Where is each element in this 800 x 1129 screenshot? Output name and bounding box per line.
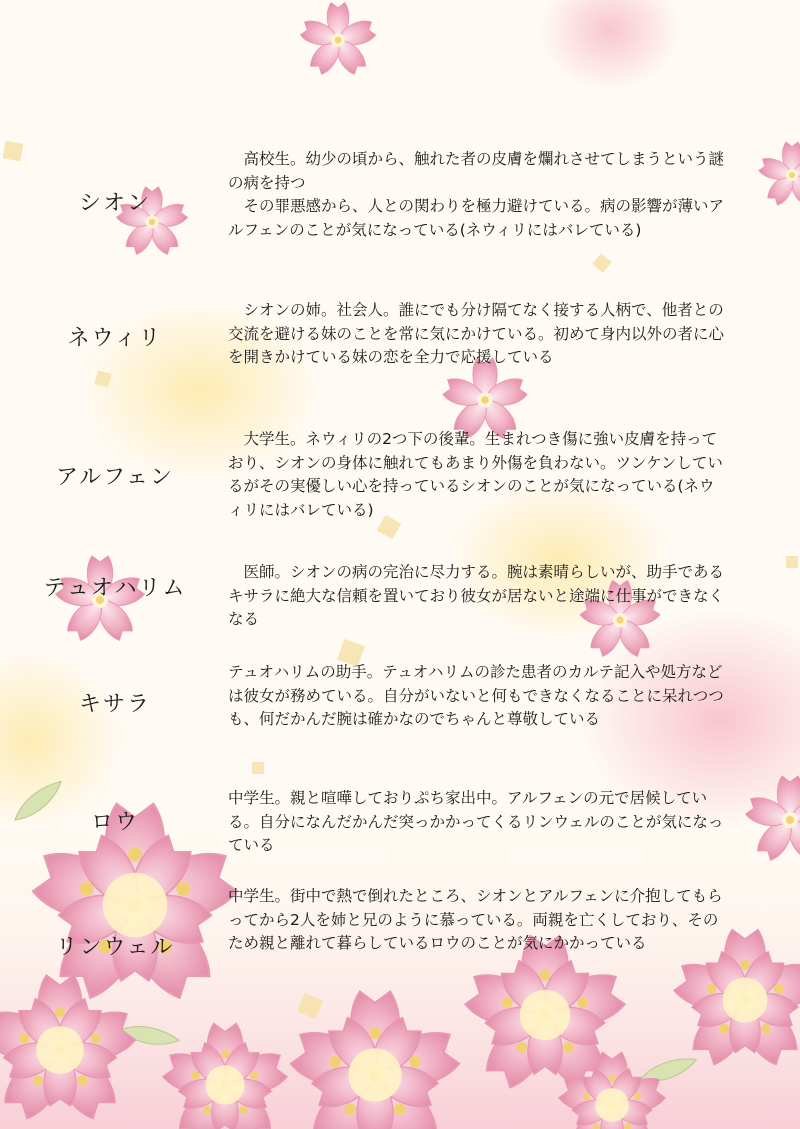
character-name: シオン — [78, 191, 151, 216]
character-description: 中学生。街中で熱で倒れたところ、シオンとアルフェンに介抱してもらってから2人を姉と兄のように慕っている。両親を亡くしており、そのため親と離れて暮らしているロウのことが気にかかっている — [228, 887, 723, 952]
character-name: アルフェン — [55, 465, 175, 490]
character-description: 中学生。親と喧嘩しておりぷち家出中。アルフェンの元で居候している。自分になんだかんだ突っかかってくるリンウェルのことが気になっている — [228, 789, 724, 854]
character-description: 大学生。ネウィリの2つ下の後輩。生まれつき傷に強い皮膚を持っており、シオンの身体に触れてもあまり外傷を負わない。ツンケンしているがその実優しい心を持っているシオンのことが気になっている(ネウィリにはバレている) — [228, 430, 723, 519]
character-name: キサラ — [78, 692, 151, 717]
character-name: ロウ — [90, 810, 139, 835]
character-description: 高校生。幼少の頃から、触れた者の皮膚を爛れさせてしまうという謎の病を持つ その罪悪感から、人との関わりを極力避けている。病の影響が薄いアルフェンのことが気になっている(ネウィリにはバレている) — [228, 150, 725, 239]
character-name: リンウェル — [55, 935, 175, 960]
character-name: ネウィリ — [67, 326, 163, 351]
character-description: テュオハリムの助手。テュオハリムの診た患者のカルテ記入や処方などは彼女が務めている。自分がいないと何もできなくなることに呆れつつも、何だかんだ腕は確かなのでちゃんと尊敬している — [228, 663, 724, 728]
character-description: シオンの姉。社会人。誰にでも分け隔てなく接する人柄で、他者との交流を避ける妹のことを常に気にかけている。初めて身内以外の者に心を開きかけている妹の恋を全力で応援している — [228, 301, 725, 366]
character-name: テュオハリム — [43, 576, 187, 601]
character-description: 医師。シオンの病の完治に尽力する。腕は素晴らしいが、助手であるキサラに絶大な信頼を置いており彼女が居ないと途端に仕事ができなくなる — [228, 563, 725, 628]
